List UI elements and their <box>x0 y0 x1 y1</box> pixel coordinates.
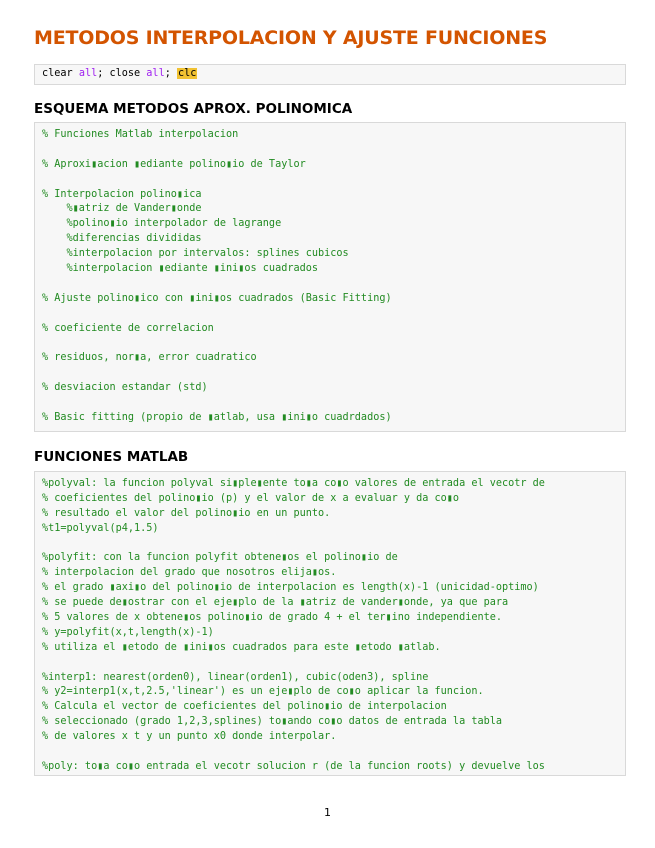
code-line: % seleccionado (grado 1,2,3,splines) to▮ando co▮o datos de entrada la tabla <box>42 716 503 728</box>
code-line: %t1=polyval(p4,1.5) <box>42 522 159 534</box>
code-line: % resultado el valor del polino▮io en un punto. <box>42 507 331 519</box>
code-line: %polino▮io interpolador de lagrange <box>42 218 282 230</box>
section-heading-esquema: ESQUEMA METODOS APROX. POLINOMICA <box>34 101 353 117</box>
code-line <box>42 396 618 411</box>
code-line: % desviacion estandar (std) <box>42 382 208 394</box>
code-line: %▮atriz de Vander▮onde <box>42 203 202 215</box>
code-line: % y=polyfit(x,t,length(x)-1) <box>42 626 214 638</box>
code-line: %poly: to▮a co▮o entrada el vecotr solucion r (de la funcion roots) y devuelve los <box>42 760 545 772</box>
funciones-code-block <box>34 471 626 776</box>
code-line: % Calcula el vector de coeficientes del polino▮io de interpolacion <box>42 701 447 713</box>
code-line: %interp1: nearest(orden0), linear(orden1), cubic(oden3), spline <box>42 671 429 683</box>
code-line: % Funciones Matlab interpolacion <box>42 129 239 140</box>
highlighted-clc: clc <box>177 68 197 79</box>
code-line: % Interpolacion polino▮ica <box>42 188 202 200</box>
code-line: %polyfit: con la funcion polyfit obtene▮os el polino▮io de <box>42 552 398 564</box>
code-line: %polyval: la funcion polyval si▮ple▮ente to▮a co▮o valores de entrada el vecotr de <box>42 478 545 489</box>
code-line <box>42 537 618 552</box>
code-line: % interpolacion del grado que nosotros elija▮os. <box>42 567 337 579</box>
code-line: %diferencias divididas <box>42 233 202 245</box>
code-line <box>42 366 618 381</box>
code-token: ; close <box>97 68 147 79</box>
code-line <box>42 656 618 671</box>
code-line: % Aproxi▮acion ▮ediante polino▮io de Taylor <box>42 158 306 170</box>
code-line: %interpolacion ▮ediante ▮ini▮os cuadrados <box>42 263 319 275</box>
code-line: % el grado ▮axi▮o del polino▮io de interpolacion es length(x)-1 (unicidad-optimo) <box>42 582 539 594</box>
code-line: % coeficientes del polino▮io (p) y el valor de x a evaluar y da co▮o <box>42 492 460 504</box>
page-title: METODOS INTERPOLACION Y AJUSTE FUNCIONES <box>34 27 548 49</box>
code-line: % y2=interp1(x,t,2.5,'linear') es un eje▮plo de co▮o aplicar la funcion. <box>42 686 484 698</box>
code-line: % 5 valores de x obtene▮os polino▮io de grado 4 + el ter▮ino independiente. <box>42 612 503 624</box>
code-line <box>42 745 618 760</box>
code-token: clear <box>42 68 79 79</box>
code-token: ; <box>164 68 177 79</box>
code-line: % de valores x t y un punto x0 donde interpolar. <box>42 731 337 743</box>
page-number: 1 <box>324 806 331 819</box>
code-line: % Basic fitting (propio de ▮atlab, usa ▮ini▮o cuadrdados) <box>42 411 392 423</box>
code-line: % utiliza el ▮etodo de ▮ini▮os cuadrados para este ▮etodo ▮atlab. <box>42 641 441 653</box>
keyword-all: all <box>78 68 98 79</box>
init-code-block <box>34 64 626 85</box>
esquema-code-block <box>34 122 626 432</box>
code-line: % Ajuste polino▮ico con ▮ini▮os cuadrados (Basic Fitting) <box>42 292 392 304</box>
code-line <box>42 307 618 322</box>
code-line <box>42 277 618 292</box>
code-line: %interpolacion por intervalos: splines cubicos <box>42 248 349 260</box>
code-line <box>42 173 618 188</box>
section-heading-funciones: FUNCIONES MATLAB <box>34 449 189 465</box>
code-line <box>42 336 618 351</box>
code-line: % se puede de▮ostrar con el eje▮plo de la ▮atriz de vander▮onde, ya que para <box>42 597 509 609</box>
code-line: % residuos, nor▮a, error cuadratico <box>42 352 257 364</box>
keyword-all: all <box>146 68 165 79</box>
code-line: % coeficiente de correlacion <box>42 322 214 334</box>
code-line <box>42 143 618 158</box>
